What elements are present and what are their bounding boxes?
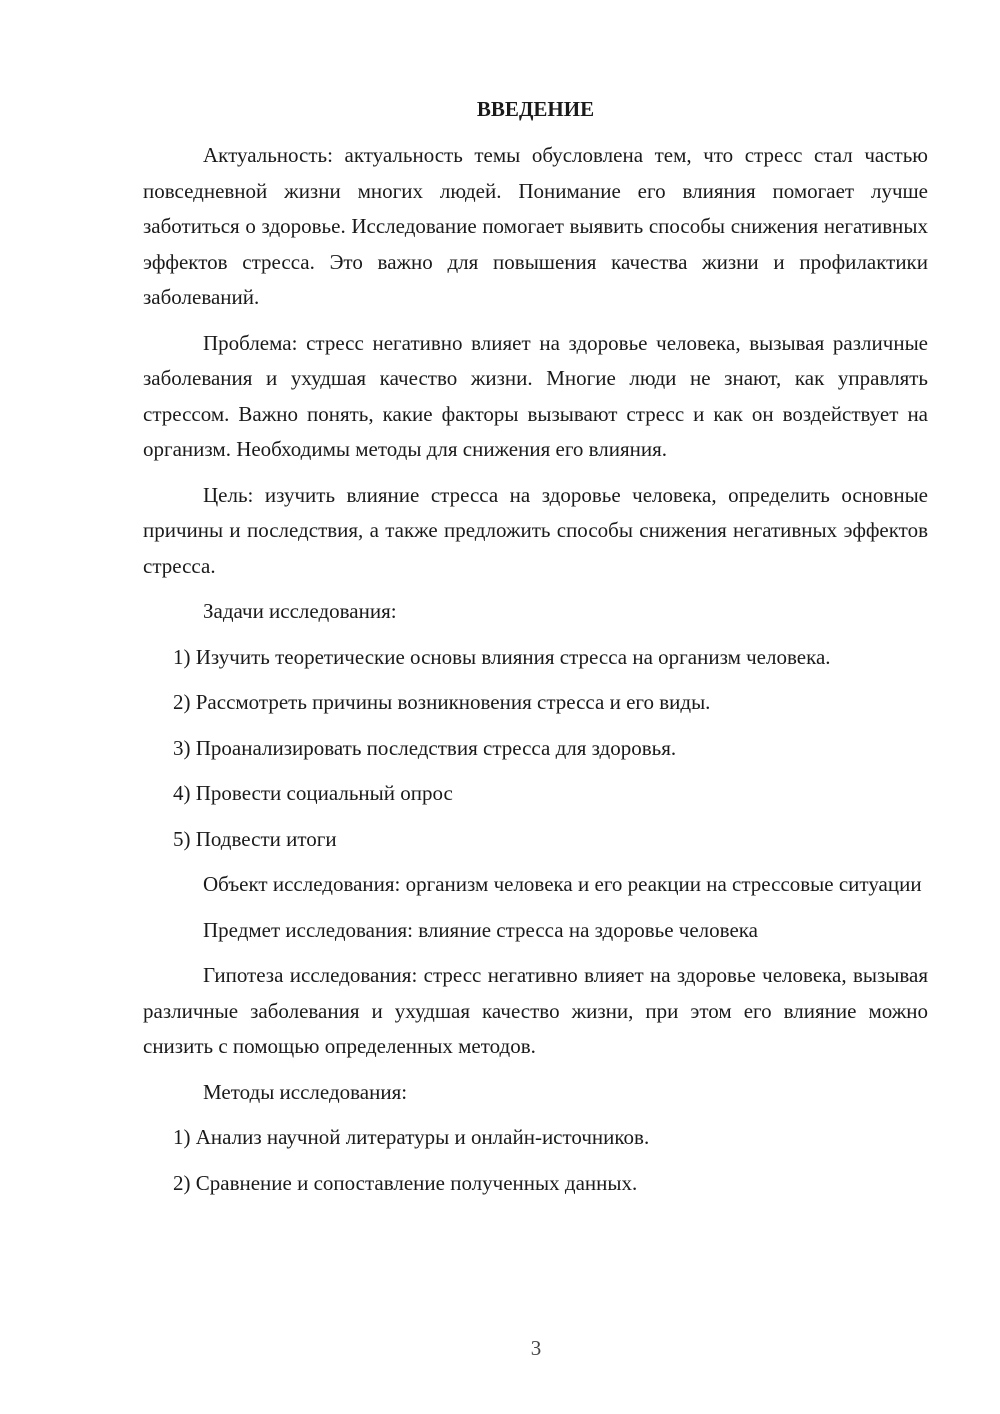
task-item: 1) Изучить теоретические основы влияния стресса на организм человека. bbox=[173, 644, 831, 669]
paragraph-goal: Цель: изучить влияние стресса на здоровье человека, определить основные причины и последствия, а также предложить способы снижения негативных эффектов стресса. bbox=[143, 482, 928, 578]
method-item: 1) Анализ научной литературы и онлайн-источников. bbox=[173, 1125, 650, 1149]
page-content bbox=[143, 92, 928, 1211]
tasks-heading: Задачи исследования: bbox=[203, 599, 397, 623]
paragraph-subject: Предмет исследования: влияние стресса на здоровье человека bbox=[203, 917, 758, 942]
paragraph-hypothesis: Гипотеза исследования: стресс негативно влияет на здоровье человека, вызывая различные заболевания и ухудшая качество жизни, при этом его влияние можно снизить с помощью определенных методов. bbox=[143, 963, 928, 1058]
page-number: 3 bbox=[530, 1336, 542, 1360]
methods-heading: Методы исследования: bbox=[203, 1079, 408, 1104]
paragraph-relevance: Актуальность: актуальность темы обусловлена тем, что стресс стал частью повседневной жизни многих людей. Понимание его влияния помогает лучше заботиться о здоровье. Исследование помогает выявить способы снижения негативных эффектов стресса. Это важно для повышения качества жизни и профилактики заболеваний. bbox=[143, 143, 928, 309]
task-item: 3) Проанализировать последствия стресса для здоровья. bbox=[173, 735, 677, 760]
page-title: ВВЕДЕНИЕ bbox=[476, 97, 595, 121]
task-item: 5) Подвести итоги bbox=[173, 826, 337, 851]
task-item: 2) Рассмотреть причины возникновения стресса и его виды. bbox=[173, 690, 711, 714]
task-item: 4) Провести социальный опрос bbox=[173, 781, 453, 805]
method-item: 2) Сравнение и сопоставление полученных данных. bbox=[173, 1170, 638, 1195]
paragraph-problem: Проблема: стресс негативно влияет на здоровье человека, вызывая различные заболевания и ухудшая качество жизни. Многие люди не знают, как управлять стрессом. Важно понять, какие факторы вызывают стресс и как он воздействует на организм. Необходимы методы для снижения его влияния. bbox=[143, 330, 928, 461]
paragraph-object: Объект исследования: организм человека и его реакции на стрессовые ситуации bbox=[203, 872, 922, 896]
